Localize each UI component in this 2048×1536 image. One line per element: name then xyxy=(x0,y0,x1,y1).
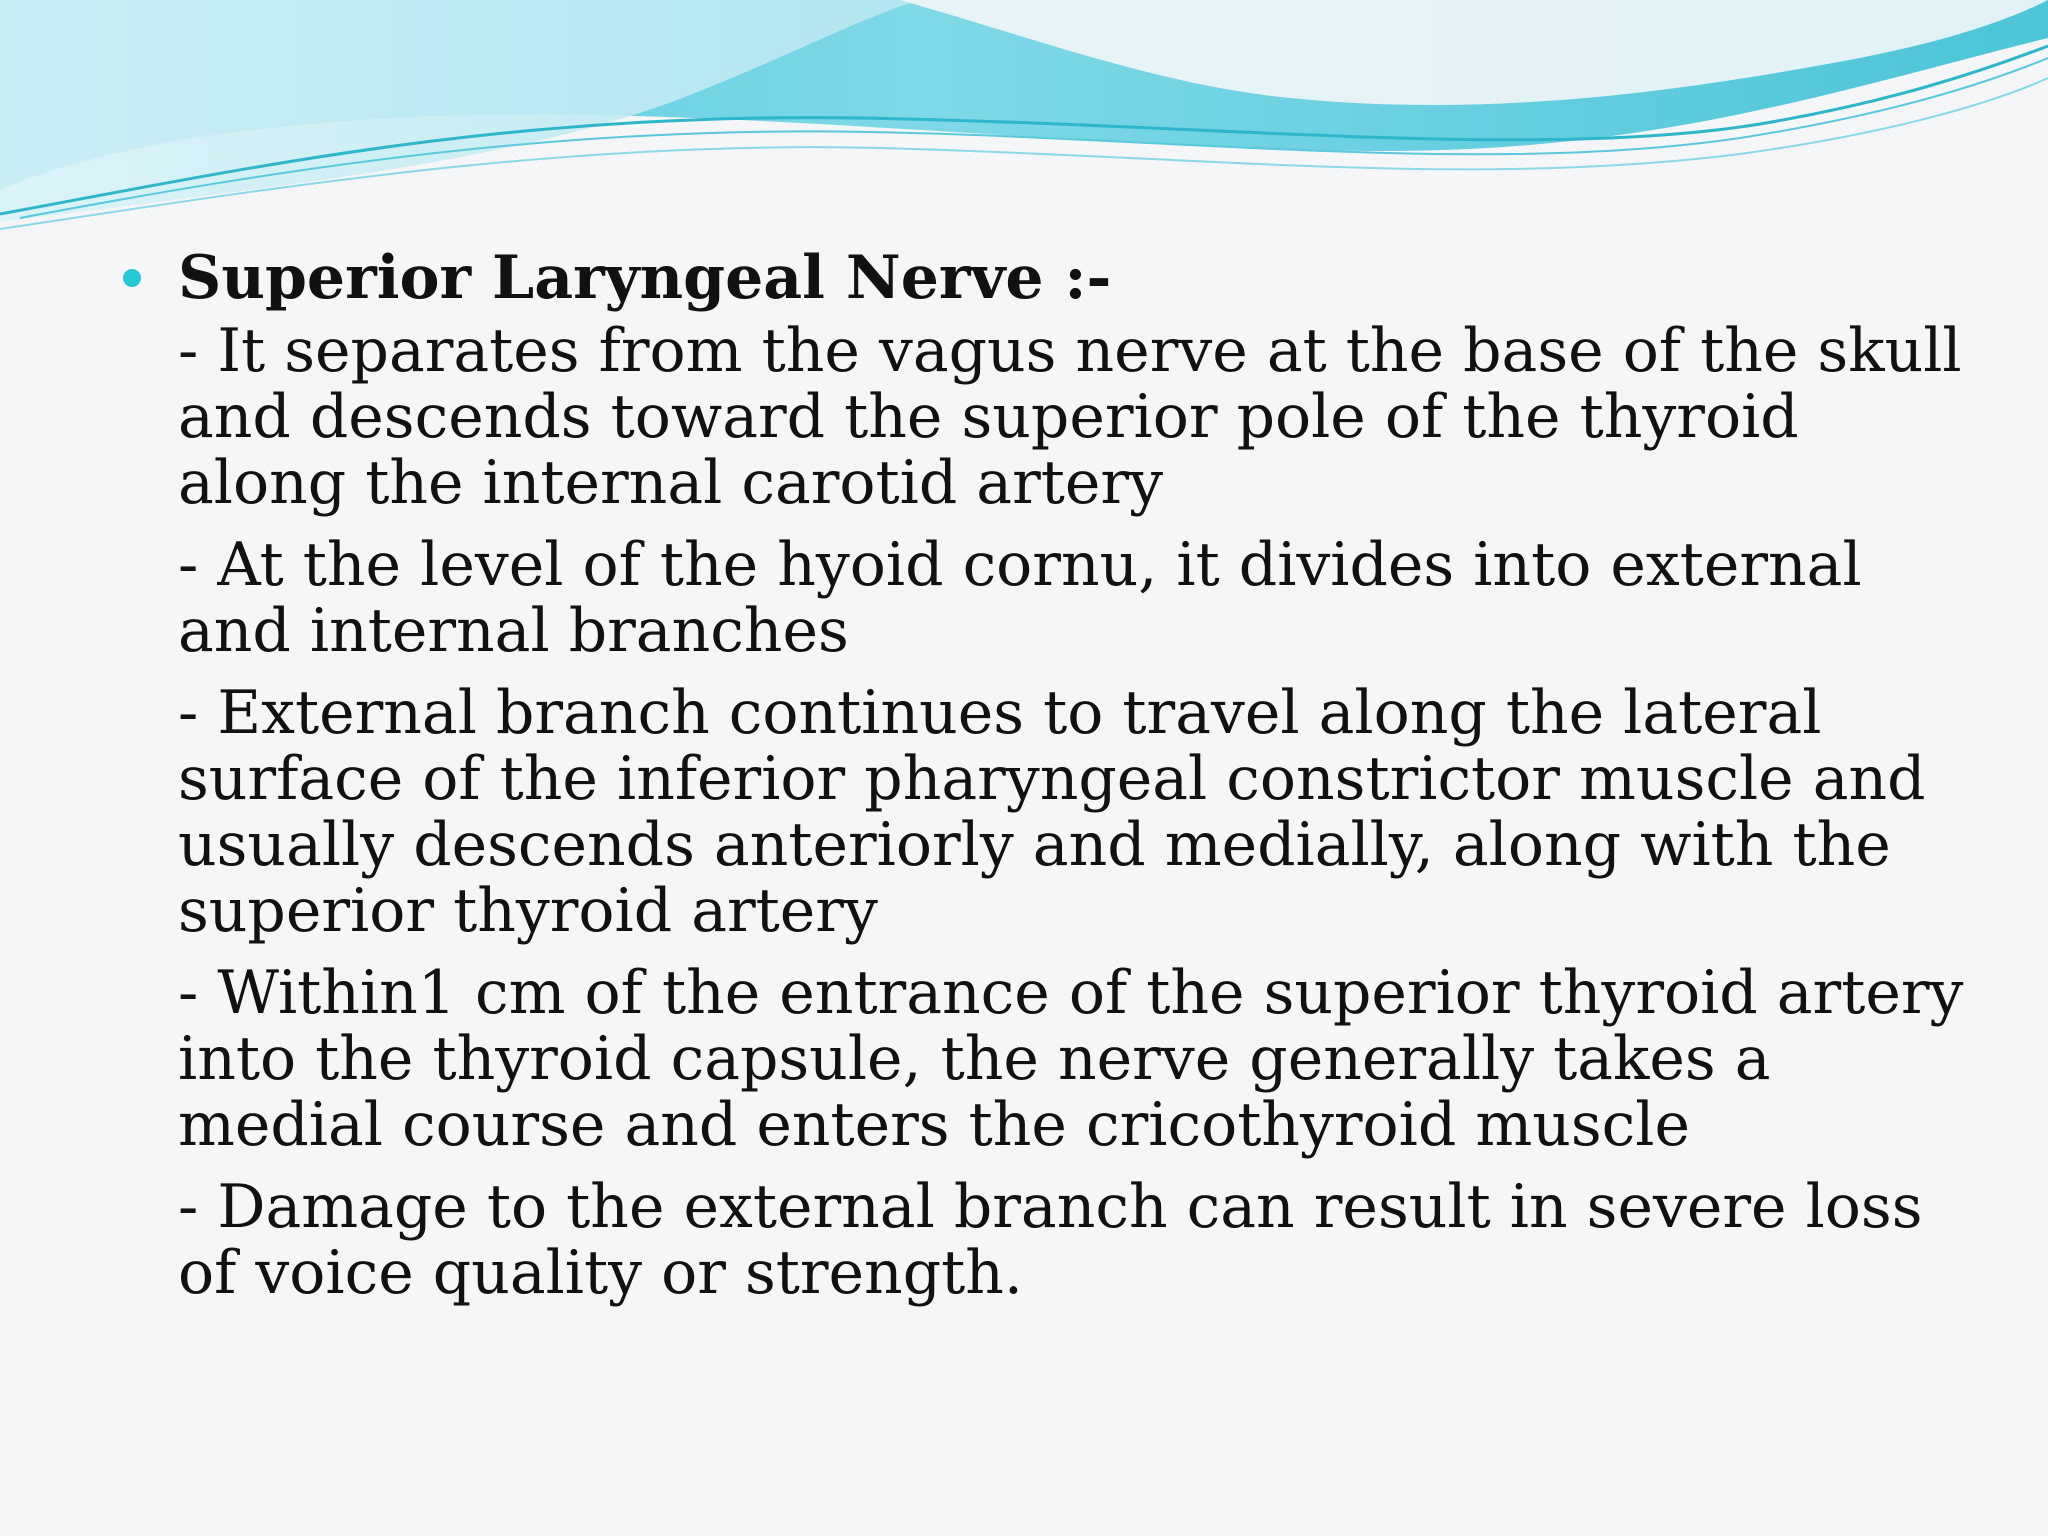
paragraph-division: - At the level of the hyoid cornu, it divides into external and internal branches xyxy=(178,530,1862,666)
paragraph-external-branch-course: - External branch continues to travel along the lateral surface of the inferior pharyngeal constrictor muscle and usually descends anteriorly and medially, along with the superior thyroid artery xyxy=(178,678,1926,946)
bullet-icon xyxy=(123,269,141,287)
decorative-wave-header xyxy=(0,0,2048,240)
paragraph-damage: - Damage to the external branch can result in severe loss of voice quality or strength. xyxy=(178,1172,1923,1308)
paragraph-cricothyroid-entry: - Within1 cm of the entrance of the superior thyroid artery into the thyroid capsule, the nerve generally takes a medial course and enters the cricothyroid muscle xyxy=(178,958,1964,1160)
bullet-item-superior-laryngeal-nerve xyxy=(120,238,1964,1308)
slide-content xyxy=(120,238,1964,1308)
paragraph-origin: - It separates from the vagus nerve at the base of the skull and descends toward the superior pole of the thyroid along the internal carotid artery xyxy=(178,316,1962,518)
bullet-heading: Superior Laryngeal Nerve :- xyxy=(178,243,1112,313)
